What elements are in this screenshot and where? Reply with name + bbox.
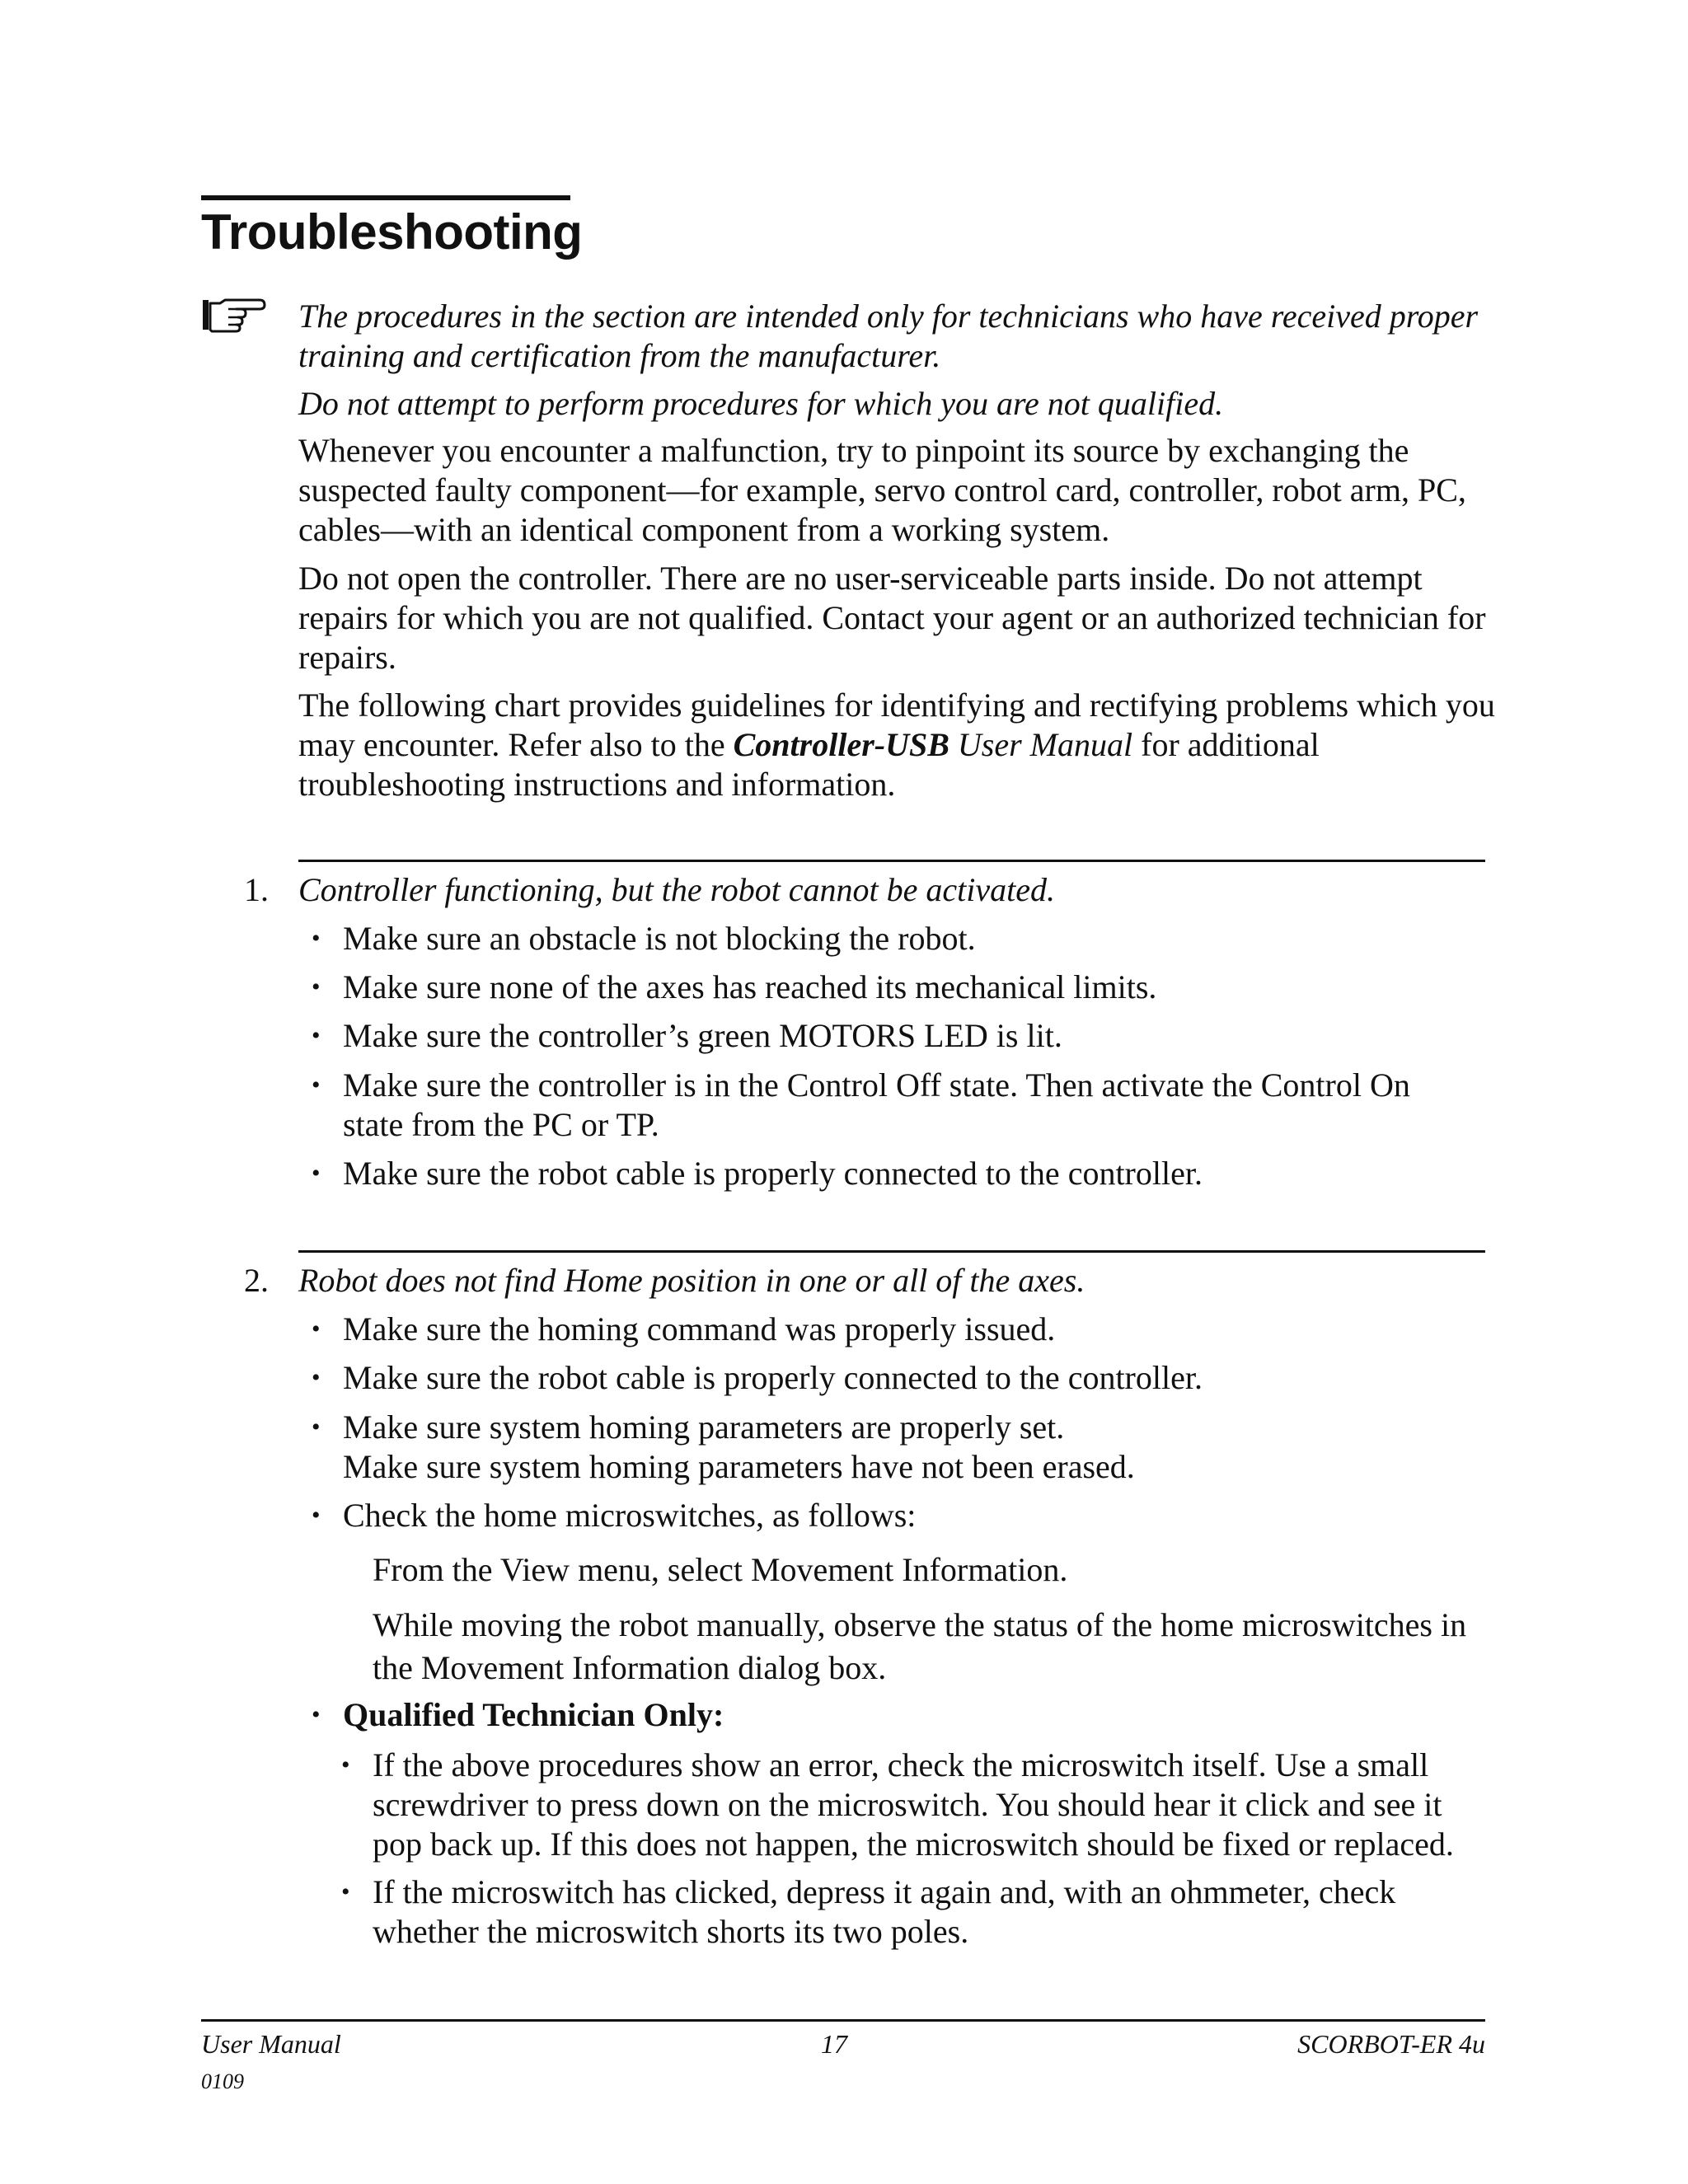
section-2-rule xyxy=(298,1250,1485,1253)
section-1-rule xyxy=(298,860,1485,862)
bullet-icon: • xyxy=(341,1878,350,1905)
section-2-item: Make sure the robot cable is properly connected to the controller. xyxy=(343,1359,1203,1396)
bullet-icon: • xyxy=(312,973,321,1001)
section-2-item: Make sure the homing command was properly issued. xyxy=(343,1310,1056,1347)
section-1-item: Make sure an obstacle is not blocking the robot. xyxy=(343,920,976,957)
intro-paragraph-3 xyxy=(298,686,1502,804)
footer-product-name: SCORBOT-ER 4u xyxy=(1297,2029,1485,2059)
bullet-icon: • xyxy=(312,1413,321,1441)
footer-doc-title: User Manual xyxy=(201,2029,341,2059)
section-2-heading: Robot does not find Home position in one or all of the axes. xyxy=(298,1262,1085,1299)
page-number: 17 xyxy=(821,2029,847,2059)
bullet-icon: • xyxy=(312,1315,321,1343)
user-manual-ref: User Manual xyxy=(949,726,1133,763)
note-paragraph: The procedures in the section are intended only for technicians who have received proper training and certification from the manufacturer. xyxy=(298,298,1479,374)
bullet-icon: • xyxy=(312,1022,321,1049)
sub-paragraph: From the View menu, select Movement Information. xyxy=(373,1551,1068,1588)
controller-usb-title: Controller-USB xyxy=(733,726,950,763)
bullet-icon: • xyxy=(312,1071,321,1099)
para3-text-start: The following chart provides guidelines for identifying and rectifying problems which you may encounter. Refer also to the xyxy=(298,687,1495,763)
section-1-item: Make sure none of the axes has reached its mechanical limits. xyxy=(343,968,1157,1005)
bullet-icon: • xyxy=(341,1751,350,1779)
bullet-icon: • xyxy=(312,1502,321,1529)
qualified-item: If the above procedures show an error, check the microswitch itself. Use a small screwdriver to press down on the microswitch. You should hear it click and see it pop back up. If this does not happen, the microswitch should be fixed or replaced. xyxy=(373,1746,1454,1863)
footer-doc-code: 0109 xyxy=(201,2069,244,2093)
intro-paragraph-1: Whenever you encounter a malfunction, try to pinpoint its source by exchanging the suspected faulty component—for example, servo control card, controller, robot arm, PC, cables—with an identical component from a working system. xyxy=(298,432,1466,548)
section-1-item: Make sure the robot cable is properly connected to the controller. xyxy=(343,1155,1203,1192)
section-1-item: Make sure the controller’s green MOTORS LED is lit. xyxy=(343,1017,1062,1054)
section-2-number: 2. xyxy=(244,1262,269,1299)
sub-paragraph: While moving the robot manually, observe the status of the home microswitches in the Movement Information dialog box. xyxy=(373,1606,1467,1686)
section-2-item: Make sure system homing parameters are properly set. xyxy=(343,1408,1065,1446)
note-warning: Do not attempt to perform procedures for which you are not qualified. xyxy=(298,385,1224,422)
section-1-item: Make sure the controller is in the Control Off state. Then activate the Control On state from the PC or TP. xyxy=(343,1066,1410,1143)
intro-paragraph-2: Do not open the controller. There are no user-serviceable parts inside. Do not attempt repairs for which you are not qualified. Contact your agent or an authorized technician for repairs. xyxy=(298,560,1486,676)
pointing-hand-icon xyxy=(200,297,266,333)
qualified-technician-label: Qualified Technician Only: xyxy=(343,1696,724,1733)
page-title: Troubleshooting xyxy=(201,204,583,260)
title-rule xyxy=(201,195,570,200)
bullet-icon: • xyxy=(312,1701,321,1728)
section-2-item: Check the home microswitches, as follows: xyxy=(343,1497,917,1534)
section-1-number: 1. xyxy=(244,871,269,908)
section-1-heading: Controller functioning, but the robot cannot be activated. xyxy=(298,871,1056,908)
bullet-icon: • xyxy=(312,925,321,952)
footer-rule xyxy=(201,2019,1485,2022)
bullet-icon: • xyxy=(312,1364,321,1391)
bullet-icon: • xyxy=(312,1160,321,1187)
section-2-item-continued: Make sure system homing parameters have not been erased. xyxy=(343,1448,1135,1485)
para3-text-end: for additional troubleshooting instructions and information. xyxy=(298,726,1320,803)
qualified-item: If the microswitch has clicked, depress it again and, with an ohmmeter, check whether the microswitch shorts its two poles. xyxy=(373,1873,1396,1950)
